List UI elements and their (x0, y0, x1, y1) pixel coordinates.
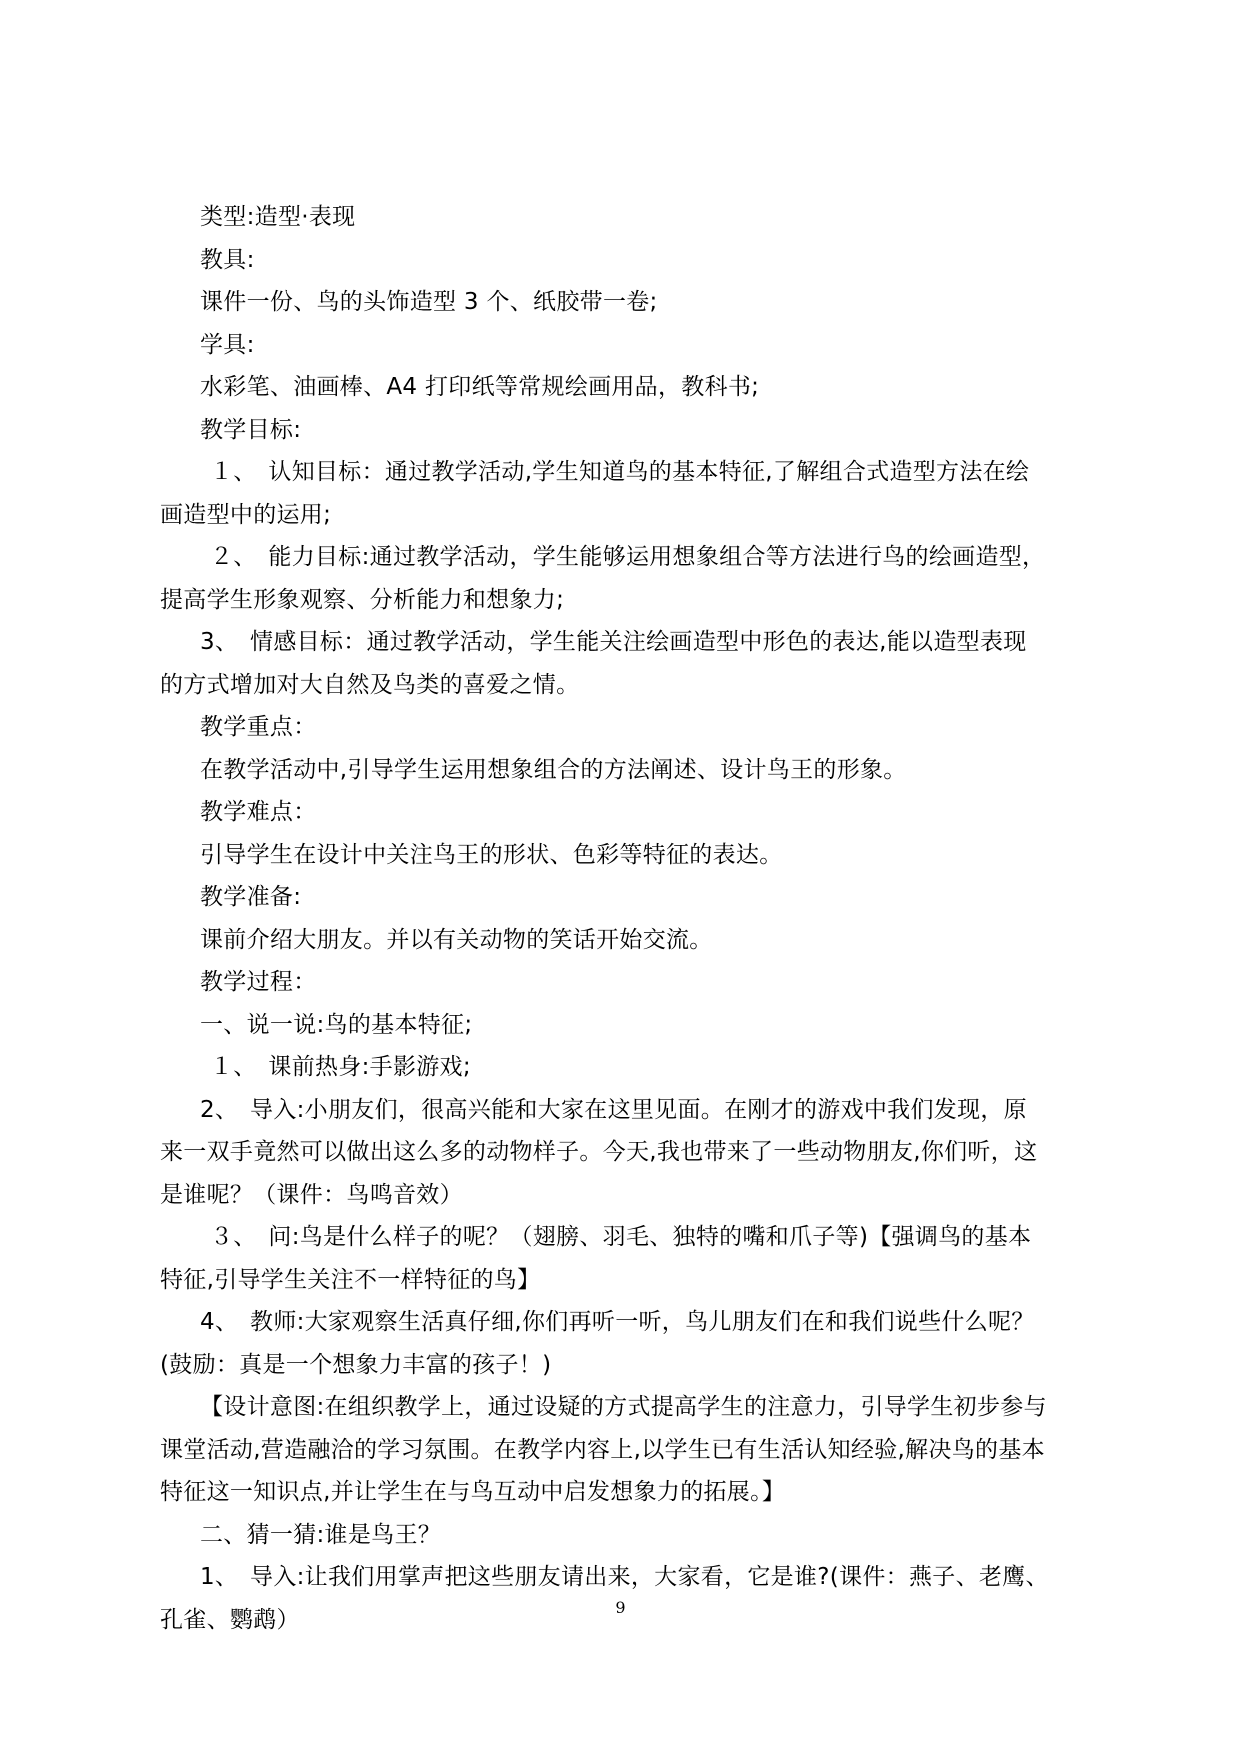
text-line-key-points: 在教学活动中,引导学生运用想象组合的方法阐述、设计鸟王的形象。 (200, 756, 907, 783)
text-line-preparation: 课前介绍大朋友。并以有关动物的笑话开始交流。 (200, 926, 713, 953)
document-body (160, 196, 1110, 1641)
text-line-key-points-heading: 教学重点： (200, 714, 317, 740)
text-line-objective-3: 3、 情感目标：通过教学活动，学生能关注绘画造型中形色的表达,能以造型表现 (200, 629, 1027, 655)
text-line-step-1-4: 4、 教师:大家观察生活真仔细,你们再听一听，鸟儿朋友们在和我们说些什么呢？ (200, 1309, 1035, 1335)
text-line-objective-2: ２、 能力目标:通过教学活动，学生能够运用想象组合等方法进行鸟的绘画造型， (210, 544, 1046, 570)
text-line-design-intent-cont-a: 课堂活动,营造融洽的学习氛围。在教学内容上,以学生已有生活认知经验,解决鸟的基本 (160, 1436, 1045, 1463)
text-line-difficulties-heading: 教学难点： (200, 799, 317, 825)
text-line-objective-2-cont: 提高学生形象观察、分析能力和想象力; (160, 586, 565, 613)
text-line-section-1: 一、说一说:鸟的基本特征; (200, 1011, 473, 1038)
text-line-objective-1-cont: 画造型中的运用; (160, 501, 332, 528)
text-line-step-1-3: ３、 问:鸟是什么样子的呢？（翅膀、羽毛、独特的嘴和爪子等)【强调鸟的基本 (210, 1224, 1032, 1250)
text-line-teaching-aids-heading: 教具: (200, 246, 255, 273)
text-line-design-intent: 【设计意图:在组织教学上，通过设疑的方式提高学生的注意力，引导学生初步参与 (200, 1394, 1047, 1420)
text-line-objectives-heading: 教学目标: (200, 416, 302, 443)
text-line-step-1-1: １、 课前热身:手影游戏; (210, 1054, 471, 1080)
text-line-student-tools-heading: 学具: (200, 331, 255, 358)
text-line-objective-1: １、 认知目标：通过教学活动,学生知道鸟的基本特征,了解组合式造型方法在绘 (210, 459, 1030, 485)
text-line-objective-3-cont: 的方式增加对大自然及鸟类的喜爱之情。 (160, 671, 580, 698)
text-line-student-tools: 水彩笔、油画棒、A4 打印纸等常规绘画用品，教科书; (200, 374, 760, 400)
text-line-step-1-4-cont: (鼓励：真是一个想象力丰富的孩子！) (160, 1351, 552, 1378)
text-line-design-intent-cont-b: 特征这一知识点,并让学生在与鸟互动中启发想象力的拓展。】 (160, 1479, 786, 1505)
text-line-step-2-1: 1、 导入:让我们用掌声把这些朋友请出来，大家看，它是谁?(课件：燕子、老鹰、 (200, 1564, 1049, 1590)
text-line-difficulties: 引导学生在设计中关注鸟王的形状、色彩等特征的表达。 (200, 841, 783, 868)
page-number: 9 (615, 1598, 626, 1617)
text-line-preparation-heading: 教学准备: (200, 884, 302, 910)
text-line-teaching-aids: 课件一份、鸟的头饰造型 3 个、纸胶带一卷; (200, 289, 658, 315)
text-line-step-1-3-cont: 特征,引导学生关注不一样特征的鸟】 (160, 1266, 541, 1293)
text-line-step-1-2-cont-a: 来一双手竟然可以做出这么多的动物样子。今天,我也带来了一些动物朋友,你们听，这 (160, 1139, 1038, 1165)
text-line-type: 类型:造型·表现 (200, 204, 356, 230)
text-line-process-heading: 教学过程： (200, 969, 317, 995)
text-line-section-2: 二、猜一猜:谁是鸟王？ (200, 1521, 442, 1548)
text-line-step-1-2: 2、 导入:小朋友们，很高兴能和大家在这里见面。在刚才的游戏中我们发现，原 (200, 1096, 1027, 1123)
text-line-step-1-2-cont-b: 是谁呢？（课件：鸟鸣音效） (160, 1181, 463, 1208)
text-line-step-2-1-cont: 孔雀、鹦鹉） (160, 1606, 300, 1633)
